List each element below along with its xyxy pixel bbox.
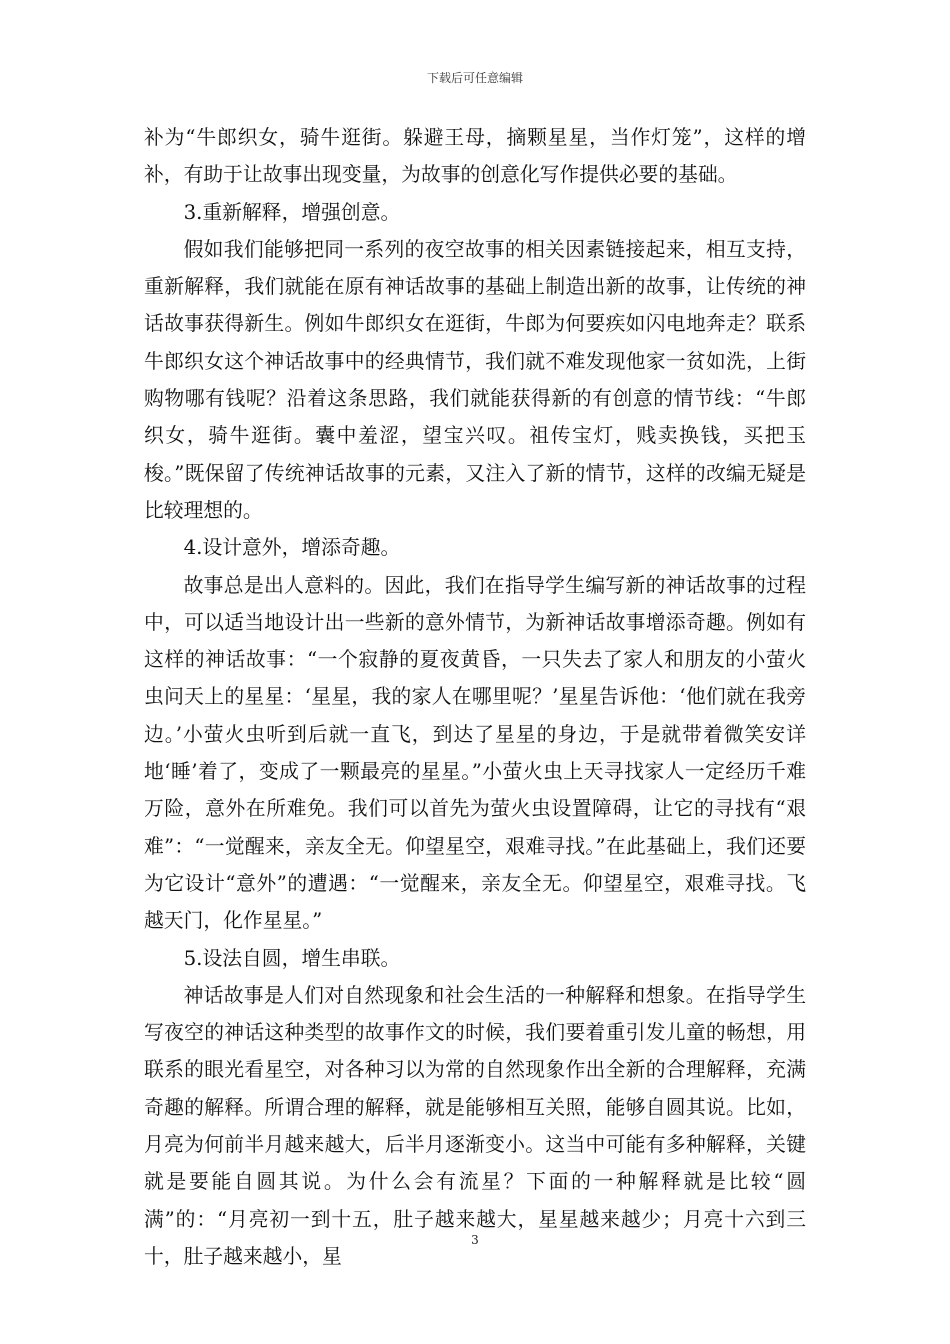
- section-heading-5: 5.设法自圆，增生串联。: [183, 946, 401, 970]
- section-heading-3: 3.重新解释，增强创意。: [183, 200, 401, 224]
- paragraph: 故事总是出人意料的。因此，我们在指导学生编写新的神话故事的过程中，可以适当地设计出一些新的意外情节，为新神话故事增添奇趣。例如有这样的神话故事：“一个寂静的夏夜黄昏，一只失去了家人和朋友的小萤火虫问天上的星星：‘星星，我的家人在哪里呢？’星星告诉他：‘他们就在我旁边。’小萤火虫听到后就一直飞，到达了星星的身边，于是就带着微笑安详地‘睡’着了，变成了一颗最亮的星星。”小萤火虫上天寻找家人一定经历千难万险，意外在所难免。我们可以首先为萤火虫设置障碍，让它的寻找有“艰难”：“一觉醒来，亲友全无。仰望星空，艰难寻找。”在此基础上，我们还要为它设计“意外”的遭遇：“一觉醒来，亲友全无。仰望星空，艰难寻找。飞越天门，化作星星。”: [144, 573, 806, 933]
- paragraph: 假如我们能够把同一系列的夜空故事的相关因素链接起来，相互支持，重新解释，我们就能在原有神话故事的基础上制造出新的故事，让传统的神话故事获得新生。例如牛郎织女在逛街，牛郎为何要疾如闪电地奔走？联系牛郎织女这个神话故事中的经典情节，我们就不难发现他家一贫如洗，上街购物哪有钱呢？沿着这条思路，我们就能获得新的有创意的情节线：“牛郎织女，骑牛逛街。囊中羞涩，望宝兴叹。祖传宝灯，贱卖换钱，买把玉梭。”既保留了传统神话故事的元素，又注入了新的情节，这样的改编无疑是比较理想的。: [144, 237, 806, 522]
- page-number: 3: [471, 1233, 479, 1247]
- section-heading-4: 4.设计意外，增添奇趣。: [183, 536, 401, 560]
- paragraph: 神话故事是人们对自然现象和社会生活的一种解释和想象。在指导学生写夜空的神话这种类型的故事作文的时候，我们要着重引发儿童的畅想，用联系的眼光看星空，对各种习以为常的自然现象作出全新的合理解释，充满奇趣的解释。所谓合理的解释，就是能够相互关照，能够自圆其说。比如，月亮为何前半月越来越大，后半月逐渐变小。这当中可能有多种解释，关键就是要能自圆其说。为什么会有流星？下面的一种解释就是比较“圆满”的：“月亮初一到十五，肚子越来越大，星星越来越少；月亮十六到三十，肚子越来越小，星: [144, 983, 806, 1268]
- page-header: 下载后可任意编辑: [426, 71, 523, 85]
- paragraph-continuation: 补为“牛郎织女，骑牛逛街。躲避王母，摘颗星星，当作灯笼”，这样的增补，有助于让故事出现变量，为故事的创意化写作提供必要的基础。: [144, 126, 806, 187]
- document-body: [144, 119, 806, 1275]
